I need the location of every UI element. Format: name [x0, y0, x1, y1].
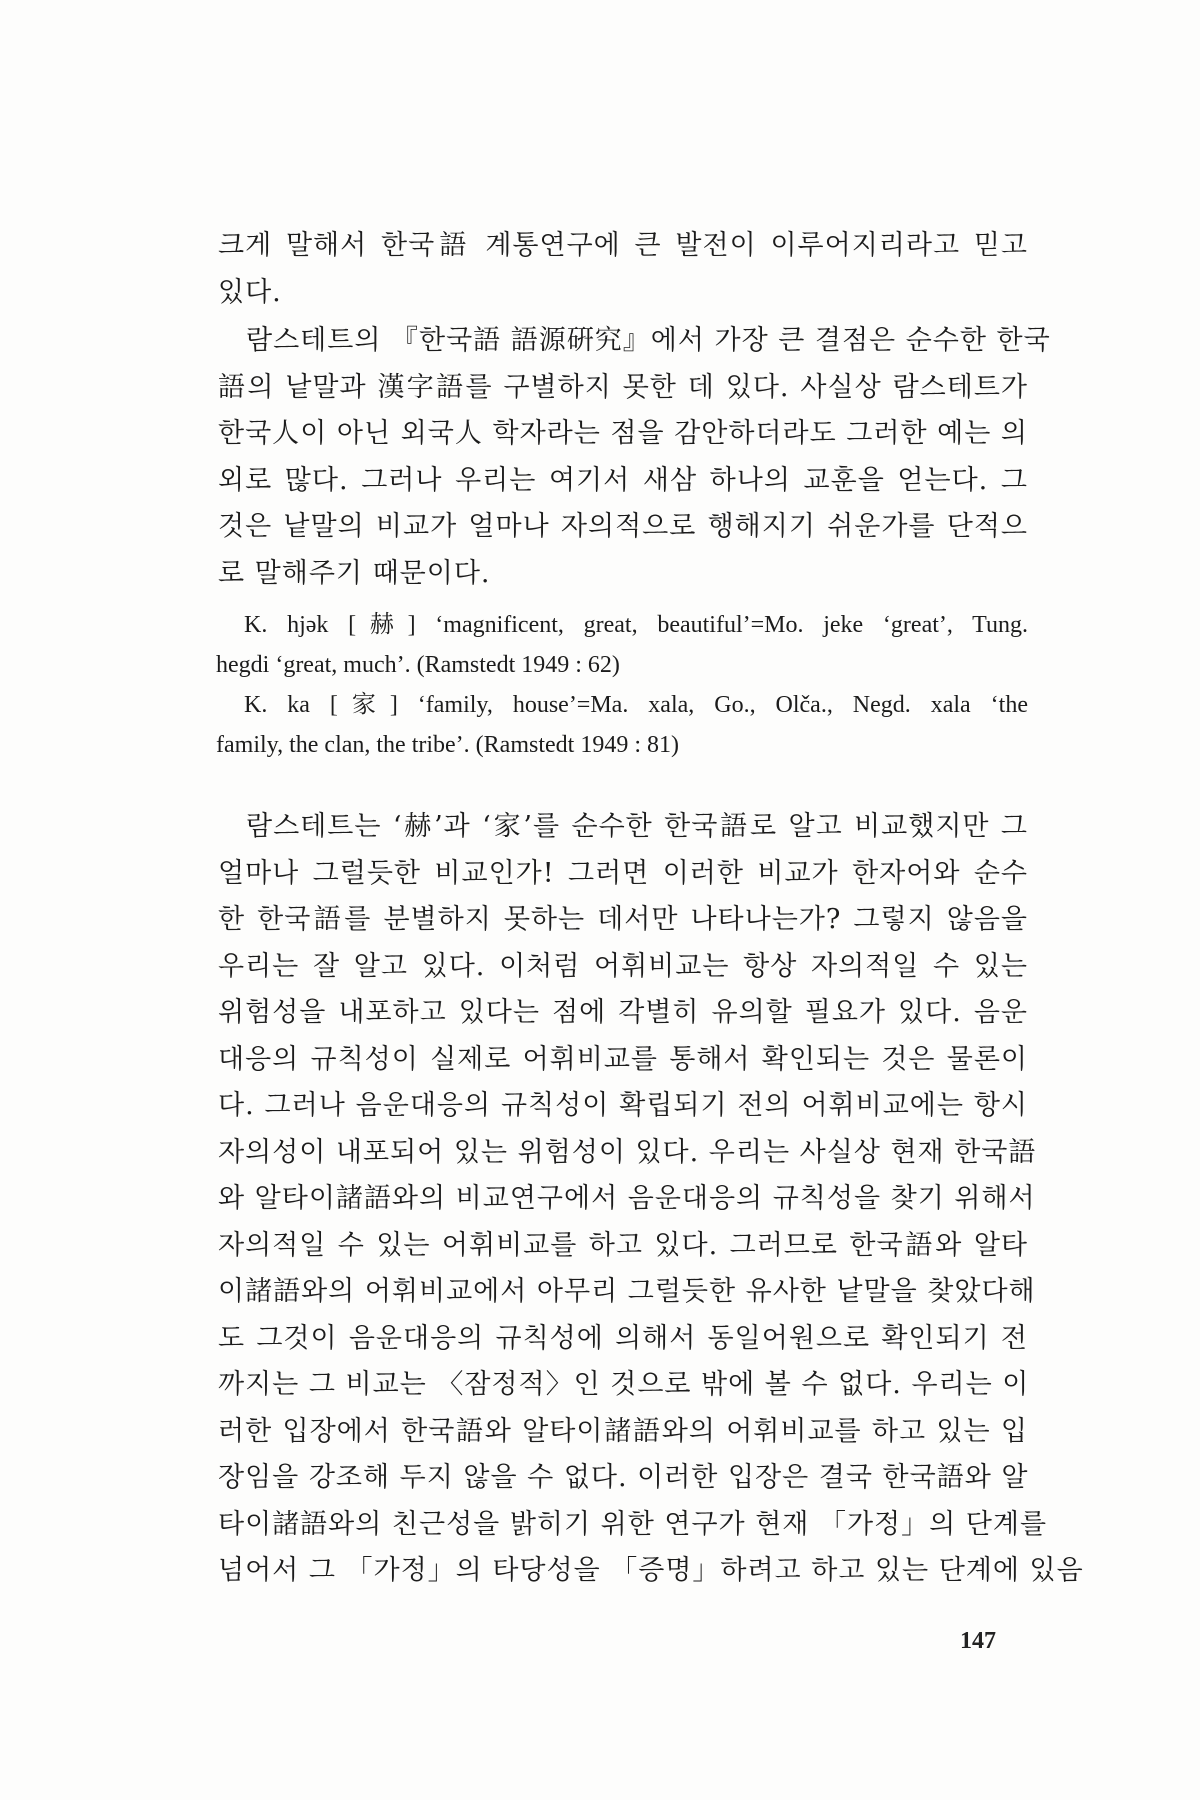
text-line: 얼마나 그럴듯한 비교인가! 그러면 이러한 비교가 한자어와 순수: [218, 857, 1028, 889]
text-line: 있다.: [218, 276, 282, 308]
text-line: 장임을 강조해 두지 않을 수 없다. 이러한 입장은 결국 한국語와 알: [218, 1462, 1029, 1493]
text-line: 語의 낱말과 漢字語를 구별하지 못한 데 있다. 사실상 람스테트가: [218, 371, 1028, 403]
text-line: 러한 입장에서 한국語와 알타이諸語와의 어휘비교를 하고 있는 입: [218, 1415, 1028, 1447]
example-citations: [216, 605, 1028, 765]
text-line: 한국人이 아닌 외국人 학자라는 점을 감안하더라도 그러한 예는 의: [218, 418, 1028, 449]
text-line: 한 한국語를 분별하지 못하는 데서만 나타나는가? 그렇지 않음을: [218, 904, 1028, 935]
paragraph-lexical-comparison: [218, 804, 1084, 1595]
text-line: 로 말해주기 때문이다.: [218, 557, 491, 589]
text-line: 크게 말해서 한국語 계통연구에 큰 발전이 이루어지리라고 믿고: [218, 230, 1028, 261]
text-line: 넘어서 그 「가정」의 타당성을 「증명」하려고 하고 있는 단계에 있음: [218, 1555, 1084, 1586]
text-line: 우리는 잘 알고 있다. 이처럼 어휘비교는 항상 자의적일 수 있는: [218, 950, 1028, 982]
citation-line: family, the clan, the tribe’. (Ramstedt 1949 : 81): [216, 732, 679, 758]
text-line: 자의적일 수 있는 어휘비교를 하고 있다. 그러므로 한국語와 알타: [218, 1229, 1028, 1261]
text-line: 이諸語와의 어휘비교에서 아무리 그럴듯한 유사한 낱말을 찾았다해: [218, 1276, 1036, 1307]
text-line: 대응의 규칙성이 실제로 어휘비교를 통해서 확인되는 것은 물론이: [218, 1043, 1028, 1075]
citation-line: K. hjək [赫] ‘magnificent, great, beautiful’=Mo. jeke ‘great’, Tung.: [244, 612, 1028, 638]
text-line: 것은 낱말의 비교가 얼마나 자의적으로 행해지기 쉬운가를 단적으: [218, 511, 1028, 542]
text-line: 까지는 그 비교는 〈잠정적〉인 것으로 밖에 볼 수 없다. 우리는 이: [218, 1369, 1030, 1400]
text-line: 와 알타이諸語와의 비교연구에서 음운대응의 규칙성을 찾기 위해서: [218, 1183, 1036, 1214]
text-line: 람스테트는 ‘赫’과 ‘家’를 순수한 한국語로 알고 비교했지만 그: [246, 811, 1028, 842]
text-line: 자의성이 내포되어 있는 위험성이 있다. 우리는 사실상 현재 한국語: [218, 1136, 1037, 1168]
paragraph-ramstedt-critique: [218, 318, 1051, 597]
text-line: 위험성을 내포하고 있다는 점에 각별히 유의할 필요가 있다. 음운: [218, 997, 1028, 1028]
citation-line: hegdi ‘great, much’. (Ramstedt 1949 : 62): [216, 652, 620, 678]
text-line: 외로 많다. 그러나 우리는 여기서 새삼 하나의 교훈을 얻는다. 그: [218, 464, 1028, 496]
citation-line: K. ka [家] ‘family, house’=Ma. xala, Go., Olča., Negd. xala ‘the: [244, 692, 1028, 718]
text-line: 타이諸語와의 친근성을 밝히기 위한 연구가 현재 「가정」의 단계를: [218, 1508, 1048, 1540]
text-line: 람스테트의 『한국語 語源硏究』에서 가장 큰 결점은 순수한 한국: [246, 325, 1051, 356]
text-line: 다. 그러나 음운대응의 규칙성이 확립되기 전의 어휘비교에는 항시: [218, 1090, 1028, 1121]
paragraph-continuation: [218, 223, 1028, 316]
page-number: 147: [960, 1628, 996, 1654]
text-line: 도 그것이 음운대응의 규칙성에 의해서 동일어원으로 확인되기 전: [218, 1322, 1028, 1354]
